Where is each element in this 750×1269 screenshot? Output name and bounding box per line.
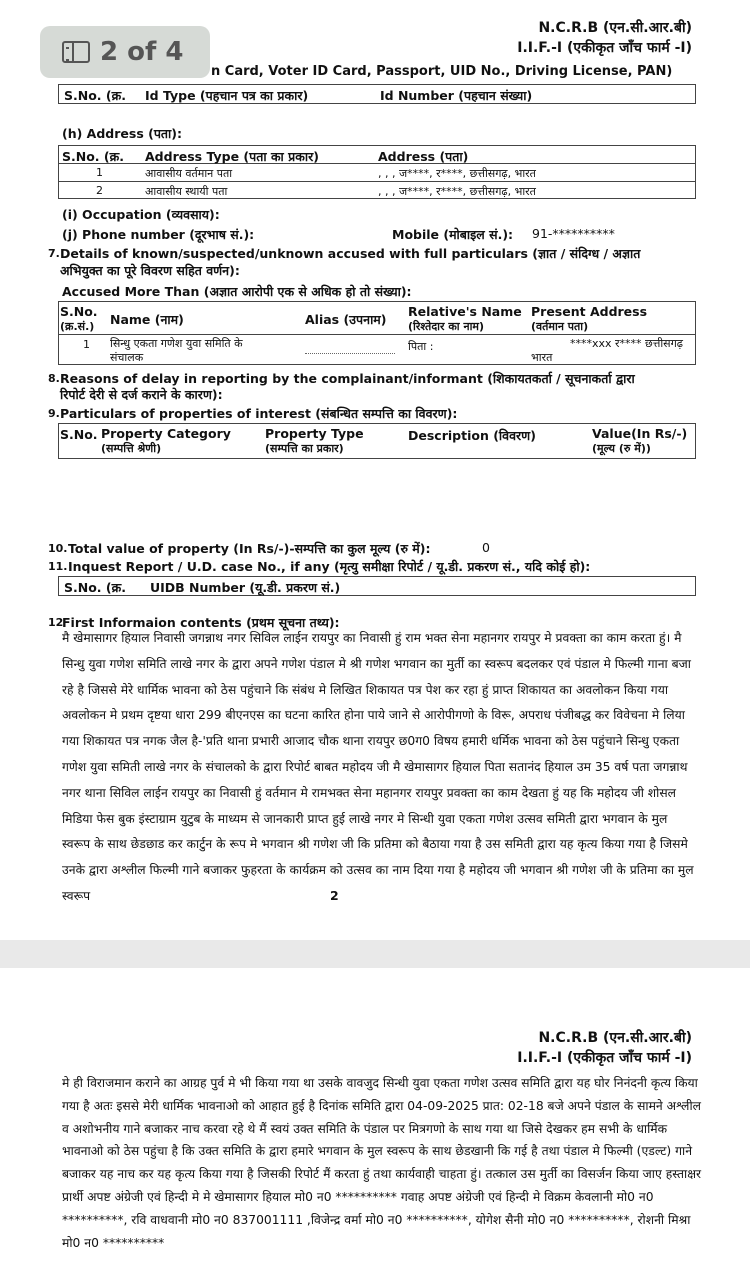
document-page-2: [0, 968, 750, 1269]
occupation-label: (i) Occupation (व्यवसाय):: [62, 207, 220, 222]
id-col-number: Id Number (पहचान संख्या): [380, 88, 533, 103]
address-col-address: Address (पता): [378, 149, 469, 164]
properties-col-value-hindi: (मूल्य (रु में)): [592, 442, 651, 455]
properties-col-category-hindi: (सम्पत्ति श्रेणी): [101, 442, 162, 455]
id-col-sno: S.No. (क्र.: [64, 88, 126, 103]
accused-col-relative: Relative's Name: [408, 304, 522, 319]
section-10-number: 10.: [48, 542, 68, 555]
accused-heading-2: अभियुक्त का पूरे विवरण सहित वर्णन):: [60, 263, 240, 278]
section-7-number: 7.: [48, 247, 60, 260]
delay-heading-2: रिपोर्ट देरी से दर्ज कराने के कारण):: [60, 387, 223, 402]
section-9-number: 9.: [48, 407, 60, 420]
properties-col-description: Description (विवरण): [408, 428, 536, 443]
accused-row-name: सिन्धु एकता गणेश युवा समिति के: [110, 337, 243, 350]
accused-col-sno-hindi: (क्र.सं.): [60, 320, 95, 333]
page-indicator[interactable]: [40, 26, 210, 78]
properties-col-type-hindi: (सम्पत्ति का प्रकार): [265, 442, 344, 455]
accused-row-present-2: भारत: [531, 351, 553, 364]
id-col-type: Id Type (पहचान पत्र का प्रकार): [145, 88, 309, 103]
total-value-label: Total value of property (In Rs/-)-सम्पत्ति का कुल मूल्य (रु में):: [68, 541, 431, 556]
accused-col-alias: Alias (उपनाम): [305, 312, 387, 327]
accused-row-present: ****xxx र**** छत्तीसगढ़: [570, 337, 684, 350]
fir-contents: मै खेमासागर हियाल निवासी जगन्नाथ नगर सिविल लाईन रायपुर का निवासी हुं राम भक्त सेना महानगर रायपुर मे प्रवक्ता का काम करता हुं। मै सिन्धु युवा गणेश समिति लाखे नगर के द्वारा अपने गणेश पंडाल मे श्री गणेश भगवान का मुर्ती का स्वरूप बदलकर एवं पंडाल मे फिल्मी गाना बजा रहे है जिससे मेरे धार्मिक भावना को ठेस पहुंचाने कि संबंध मे लिखित शिकायत पत्र पेश कर रहा हुं प्राप्त शिकायत का अवलोकन किया गया अवलोकन मे प्रथम दृष्टया धारा 299 बीएनएस का घटना कारित होना पाये जाने से आरोपीगणो के विरू, अपराध पंजीबद्ध कर विवेचना मे लिया गया शिकायत पत्र नगक जैल है-'प्रति थाना प्रभारी आजाद चौक थाना रायपुर छ0ग0 विषय हमारी धर्मिक भावना को ठेस पहुंचाने सिन्धु एकता गणेश युवा समिती लाखे नगर के संचालको के द्वारा रिपोर्ट बाबत महोदय जी मै खेमासागर हियाल पिता सतानंद हियाल उम 35 वर्ष पता जगन्नाथ नगर थाना सिविल लाईन रायपुर का निवासी हुं वर्तमान मे रामभक्त सेना महानगर रायपुर प्रवक्ता का काम देखता हुं यह कि महोदय जी शोसल मिडिया फेस बुक इंस्टाग्राम युटुब के माध्यम से जानकारी प्राप्त हुई लाखे नगर मे सिन्धी युवा एकता गणेश उत्सव समिती द्वारा भगवान के मुल स्वरूप के साथ छेडछाड कर कार्टुन के रूप मे भगवान श्री गणेश जी कि प्रतिमा को बैठाया गया है उस समिती द्वारा यह कृत्य किया गया है जिसमे उनके द्वारा अश्लील फिल्मी गाने बजाकर फुहरता के कार्यक्रम को उत्सव का नाम दिया गया है महोदय जी भगवान श्री गणेश जी के प्रतिमा का मुल स्वरूप: [62, 631, 694, 903]
mobile-value: 91-**********: [532, 226, 615, 241]
phone-label: (j) Phone number (दूरभाष सं.):: [62, 227, 255, 242]
address-row-1-value: , , , ज****, र****, छत्तीसगढ़, भारत: [378, 167, 536, 180]
total-value: 0: [482, 540, 490, 555]
page2-ncrb-header: N.C.R.B (एन.सी.आर.बी): [538, 1030, 692, 1046]
page-indicator-label: 2 of 4: [100, 37, 184, 67]
ncrb-header: N.C.R.B (एन.सी.आर.बी): [538, 20, 692, 36]
accused-col-sno: S.No.: [60, 304, 98, 319]
accused-heading: Details of known/suspected/unknown accused with full particulars (ज्ञात / संदिग्ध / अज्ञात: [60, 246, 641, 261]
address-heading: (h) Address (पता):: [62, 126, 183, 141]
address-row-2-sno: 2: [96, 184, 103, 197]
properties-col-type: Property Type: [265, 426, 364, 441]
inquest-col-sno: S.No. (क्र.: [64, 580, 126, 595]
accused-row-relative: पिता :: [408, 340, 434, 353]
inquest-label: Inquest Report / U.D. case No., if any (मृत्यु समीक्षा रिपोर्ट / यू.डी. प्रकरण सं., यदि कोई हो):: [68, 559, 591, 574]
inquest-col-uidb: UIDB Number (यू.डी. प्रकरण सं.): [150, 580, 341, 595]
accused-more-than: Accused More Than (अज्ञात आरोपी एक से अधिक हो तो संख्या):: [62, 284, 412, 299]
page2-form-title: I.I.F.-I (एकीकृत जाँच फार्म -I): [517, 1050, 692, 1066]
address-row-1-type: आवासीय वर्तमान पता: [145, 167, 233, 180]
accused-col-name: Name (नाम): [110, 312, 184, 327]
accused-col-relative-hindi: (रिश्तेदार का नाम): [408, 320, 485, 333]
section-8-number: 8.: [48, 372, 60, 385]
accused-row-name-2: संचालक: [110, 351, 144, 364]
accused-col-present-hindi: (वर्तमान पता): [531, 320, 589, 333]
fir-contents-continued: मे ही विराजमान कराने का आग्रह पुर्व मे भी किया गया था उसके वावजुद सिन्धी युवा एकता गणेश उत्सव समिति द्वारा यह घोर निनंदनी कृत्य किया गया है अतः इससे मेरी धार्मिक भावनाओ को आहात हुई है दिनांक समिति द्वारा 04-09-2025 प्रात: 02-18 बजे अपने पंडाल के सामने अश्लील व अशोभनीय गाने बजाकर नाच करवा रहे थे मैं स्वयं उक्त समिति के पंडाल पर मित्रगणो के साथ गया था जिसे देखकर हम सभी के धार्मिक भावनाओ को ठेस पहुंचा है कि उक्त समिति के द्वारा हमारे भगवान के मुल स्वरूप के साथ छेडखानी कि गई है तथा पंडाल मे फिल्मी (एडल्ट) गाने बजाकर यह नाच कर यह कृत्य किया गया है जिसकी रिपोर्ट मैं करता हुं तथा कार्यवाही चाहता हुं। तत्काल उस मुर्ती का विसर्जन किया जाए हस्ताक्षर प्रार्थी अपष्ट अंग्रेजी एवं हिन्दी मे मे खेमासागर हियाल मो0 न0 ********** गवाह अपष्ट अंग्रेजी एवं हिन्दी मे विक्रम केवलानी मो0 न0 **********, रवि वाधवानी मो0 न0 837001111 ,विजेन्द्र वर्मा मो0 न0 **********, योगेश सैनी मो0 न0 **********, रोशनी मिश्रा मो0 न0 **********: [62, 1076, 702, 1250]
page-list-icon: [62, 41, 90, 63]
address-row-2-type: आवासीय स्थायी पता: [145, 185, 228, 198]
properties-col-value: Value(In Rs/-): [592, 426, 688, 441]
address-col-sno: S.No. (क्र.: [62, 149, 124, 164]
address-col-type: Address Type (पता का प्रकार): [145, 149, 319, 164]
address-row-2-value: , , , ज****, र****, छत्तीसगढ़, भारत: [378, 185, 536, 198]
section-12-number: 12: [48, 616, 64, 629]
delay-heading: Reasons of delay in reporting by the complainant/informant (शिकायतकर्ता / सूचनाकर्ता द्वारा: [60, 371, 635, 386]
address-row-1-sno: 1: [96, 166, 103, 179]
properties-col-category: Property Category: [101, 426, 231, 441]
page-number: 2: [330, 888, 339, 903]
fir-heading: First Informaion contents (प्रथम सूचना तथ्य):: [62, 615, 340, 630]
accused-col-present: Present Address: [531, 304, 648, 319]
accused-row-sno: 1: [83, 338, 90, 351]
properties-heading: Particulars of properties of interest (संबन्धित सम्पत्ति का विवरण):: [60, 406, 458, 421]
id-section-heading: n Card, Voter ID Card, Passport, UID No., Driving License, PAN): [211, 64, 673, 79]
mobile-label: Mobile (मोबाइल सं.):: [392, 227, 514, 242]
form-title: I.I.F.-I (एकीकृत जाँच फार्म -I): [517, 40, 692, 56]
properties-col-sno: S.No.: [60, 427, 98, 442]
section-11-number: 11.: [48, 560, 68, 573]
